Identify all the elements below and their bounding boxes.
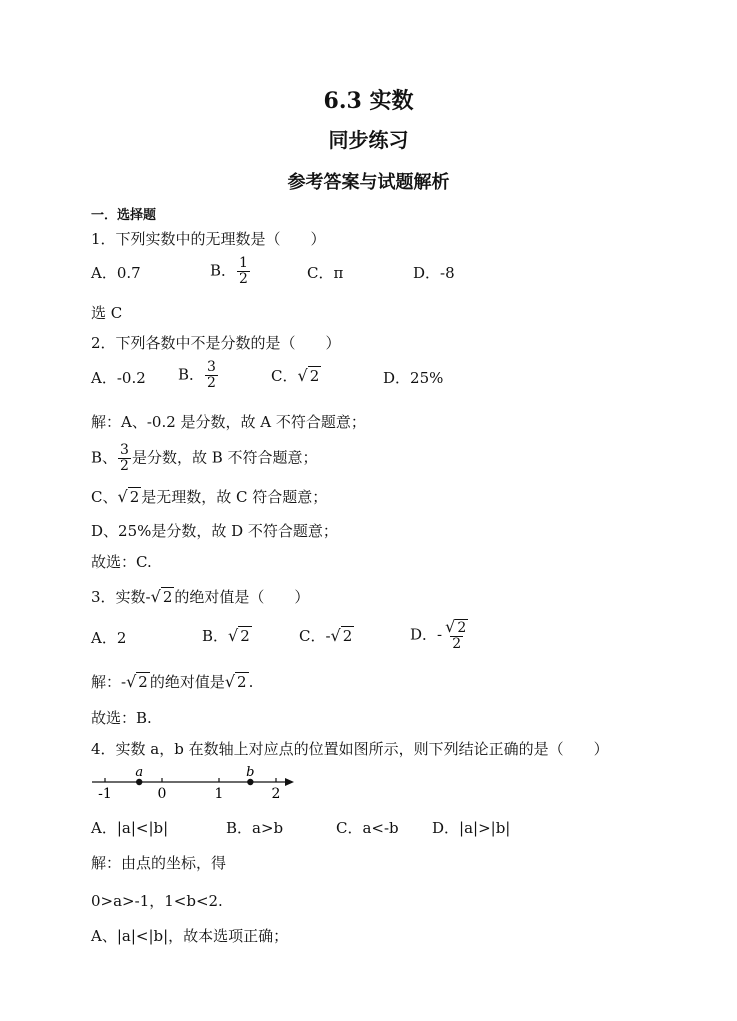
q4-stem: 4．实数 a，b 在数轴上对应点的位置如图所示，则下列结论正确的是（ ）	[91, 740, 609, 758]
q2-solution-line-3	[91, 486, 327, 507]
point-a-label: a	[135, 765, 144, 780]
option-fraction	[443, 619, 470, 652]
q2-option-c	[271, 365, 321, 386]
solution-mid: 的绝对值是	[149, 673, 225, 691]
q2-stem: 2．下列各数中不是分数的是（ ）	[91, 334, 341, 352]
q3-option-b	[202, 625, 252, 646]
q2-option-a: A．-0.2	[91, 369, 146, 387]
solution-suffix: 是无理数，故 C 符合题意；	[141, 488, 328, 506]
radicand: 2	[162, 588, 173, 606]
q2-solution-line-5: 故选：C.	[91, 553, 152, 571]
q1-option-b-prefix: B．	[210, 261, 237, 280]
q2-option-b-prefix: B．	[178, 365, 205, 384]
radicand: 2	[237, 673, 247, 691]
solution-end: .	[248, 673, 254, 691]
q4-solution-line-1: 解：由点的坐标，得	[91, 854, 227, 872]
q4-option-a: A．|a|<|b|	[91, 819, 169, 837]
q2-option-d: D．25%	[383, 369, 444, 387]
solution-prefix: 解：-	[91, 673, 127, 691]
fraction-denominator: 2	[452, 636, 462, 652]
option-prefix: D．-	[410, 625, 443, 644]
q4-option-c: C．a<-b	[336, 819, 399, 837]
radicand: 2	[342, 627, 353, 645]
option-prefix: C．-	[299, 627, 331, 645]
stem-suffix: 的绝对值是（ ）	[174, 588, 310, 606]
radicand: 2	[129, 488, 140, 506]
q4-option-d: D．|a|>|b|	[432, 819, 511, 837]
solution-suffix: 是分数，故 B 不符合题意；	[131, 448, 318, 467]
page-title: 6.3 实数	[323, 88, 414, 114]
sqrt-symbol: √ 2	[228, 626, 250, 645]
q1-option-b-fraction	[237, 256, 250, 287]
stem-prefix: 3．实数-	[91, 588, 151, 606]
sqrt-symbol: √ 2	[330, 626, 353, 645]
axis-arrow-icon	[285, 778, 294, 786]
q2-option-c-prefix: C．	[271, 367, 298, 385]
sqrt-symbol: √ 2	[224, 672, 247, 691]
fraction-numerator: 1	[239, 255, 248, 271]
q2-solution-line-2	[91, 443, 318, 474]
q3-solution-line-1	[91, 671, 253, 692]
tick-label: -1	[98, 786, 112, 802]
q2-option-b-fraction	[205, 360, 218, 391]
q2-option-b	[178, 360, 219, 391]
tick-label: 2	[271, 786, 281, 802]
tick-label: 1	[214, 786, 224, 802]
q3-stem	[91, 586, 309, 607]
number-line	[88, 760, 308, 802]
radicand: 2	[309, 367, 320, 385]
sqrt-symbol: √ 2	[297, 366, 320, 385]
radicand: 2	[240, 627, 250, 645]
radicand: 2	[138, 673, 148, 691]
q2-solution-line-4: D、25%是分数，故 D 不符合题意；	[91, 522, 338, 540]
fraction-denominator: 2	[207, 375, 216, 391]
option-prefix: B．	[202, 627, 229, 645]
section-title: 一．选择题	[91, 208, 157, 223]
fraction-denominator: 2	[239, 271, 248, 287]
q4-option-b: B．a>b	[226, 819, 284, 837]
q4-solution-line-2: 0>a>-1，1<b<2.	[91, 892, 223, 910]
solution-prefix: C、	[91, 488, 118, 506]
q1-answer: 选 C	[91, 304, 123, 322]
radicand: 2	[457, 620, 467, 636]
q1-option-c: C．π	[307, 264, 344, 282]
sqrt-symbol: √ 2	[126, 672, 148, 691]
sqrt-symbol: √ 2	[445, 617, 467, 636]
sqrt-symbol: √ 2	[117, 487, 140, 506]
q1-stem: 1．下列实数中的无理数是（ ）	[91, 230, 326, 248]
q3-option-d	[410, 619, 471, 652]
q1-option-b	[210, 256, 251, 287]
sqrt-symbol: √ 2	[150, 587, 173, 606]
answer-heading: 参考答案与试题解析	[287, 172, 450, 193]
q3-solution-line-2: 故选：B.	[91, 709, 152, 727]
fraction-numerator: 3	[120, 442, 129, 458]
q3-option-a: A．2	[91, 629, 127, 647]
q2-solution-line-1: 解：A、-0.2 是分数，故 A 不符合题意；	[91, 413, 366, 431]
fraction-denominator: 2	[120, 458, 129, 474]
solution-fraction	[118, 443, 131, 474]
point-b-label: b	[246, 765, 255, 780]
fraction-numerator	[443, 619, 470, 636]
solution-prefix: B、	[91, 448, 118, 467]
q4-solution-line-3: A、|a|<|b|，故本选项正确；	[91, 927, 289, 945]
tick-label: 0	[157, 786, 167, 802]
page-subtitle: 同步练习	[328, 128, 409, 152]
q1-option-d: D．-8	[413, 264, 455, 282]
q1-option-a: A．0.7	[91, 264, 141, 282]
q3-option-c	[299, 625, 354, 646]
fraction-numerator: 3	[207, 359, 216, 375]
